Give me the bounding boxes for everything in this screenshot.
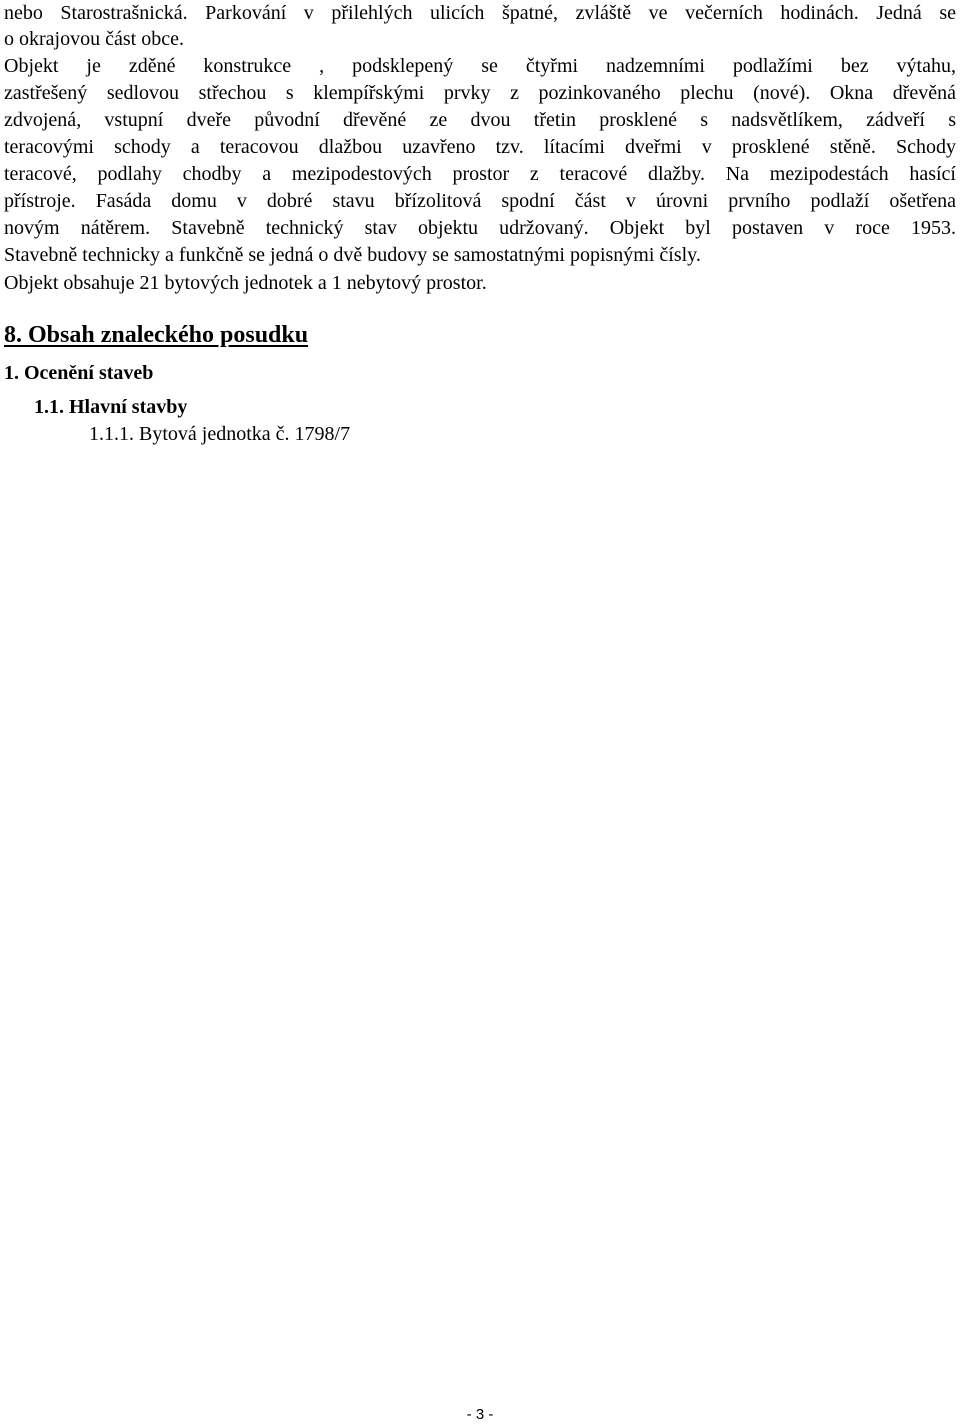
subsection-heading: 1. Ocenění staveb [4,362,154,384]
body-text-line-7: teracové, podlahy chodby a mezipodestových prostor z teracové dlažby. Na mezipodestách hasící [4,163,956,185]
section-heading: 8. Obsah znaleckého posudku [4,322,309,348]
body-text-line-9: novým nátěrem. Stavebně technický stav objektu udržovaný. Objekt byl postaven v roce 1953. [4,217,956,239]
body-text-line-3: Objekt je zděné konstrukce , podsklepený se čtyřmi nadzemními podlažími bez výtahu, [4,55,956,77]
body-text-line-8: přístroje. Fasáda domu v dobré stavu břízolitová spodní část v úrovni prvního podlaží ošetřena [4,190,956,212]
body-text-line-6: teracovými schody a teracovou dlažbou uzavřeno tzv. lítacími dveřmi v prosklené stěně. Schody [4,136,956,158]
body-text-line-1: nebo Starostrašnická. Parkování v přilehlých ulicích špatné, zvláště ve večerních hodinách. Jedná se [4,2,956,24]
body-text-line-4: zastřešený sedlovou střechou s klempířskými prvky z pozinkovaného plechu (nové). Okna dřevěná [4,82,956,104]
body-text-line-5: zdvojená, vstupní dveře původní dřevěné ze dvou třetin prosklené s nadsvětlíkem, zádveří s [4,109,956,131]
subsubsection-heading: 1.1. Hlavní stavby [34,396,188,418]
body-text-line-2: o okrajovou část obce. [4,28,184,50]
body-text-line-11: Objekt obsahuje 21 bytových jednotek a 1 nebytový prostor. [4,272,487,294]
item-heading: 1.1.1. Bytová jednotka č. 1798/7 [89,423,351,445]
page-number: - 3 - [466,1406,494,1423]
body-text-line-10: Stavebně technicky a funkčně se jedná o dvě budovy se samostatnými popisnými čísly. [4,244,701,266]
